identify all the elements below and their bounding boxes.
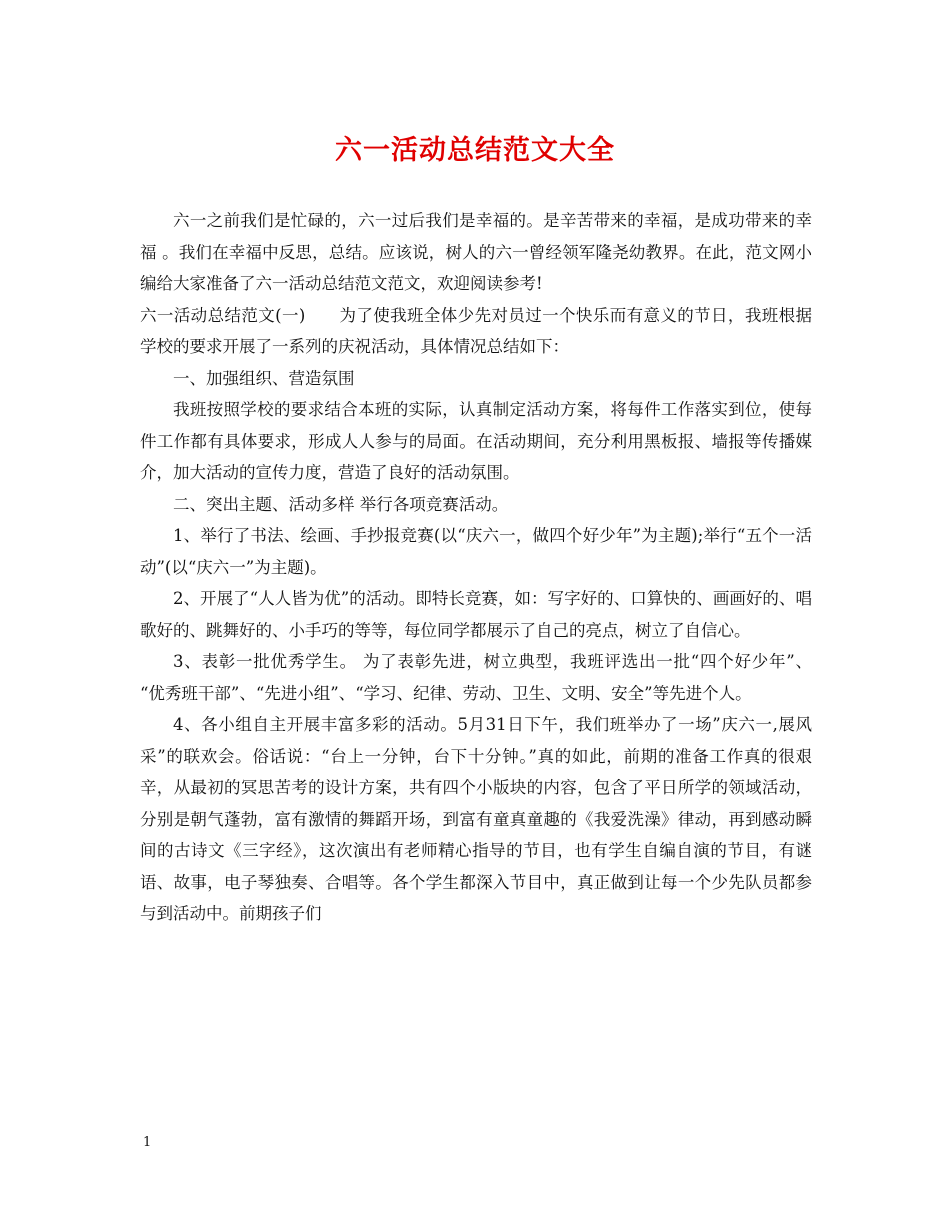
paragraph: 2、开展了“人人皆为优”的活动。即特长竞赛，如：写字好的、口算快的、画画好的、唱歌好的、跳舞好的、小手巧的等等，每位同学都展示了自己的亮点，树立了自信心。	[140, 589, 812, 640]
paragraph: 3、表彰一批优秀学生。 为了表彰先进，树立典型，我班评选出一批“四个好少年”、 “优秀班干部”、“先进小组”、“学习、纪律、劳动、卫生、文明、安全”等先进个人。	[140, 652, 812, 703]
section-heading: 二、突出主题、活动多样 举行各项竞赛活动。	[173, 494, 509, 514]
section-heading: 一、加强组织、营造氛围	[173, 368, 355, 388]
paragraph: 六一之前我们是忙碌的，六一过后我们是幸福的。是辛苦带来的幸福，是成功带来的幸福 。我们在幸福中反思，总结。应该说，树人的六一曾经领军隆尧幼教界。在此，范文网小编给大家准备了六一活动总结范文范文，欢迎阅读参考!	[140, 211, 812, 293]
document-body	[140, 205, 812, 930]
document-title: 六一活动总结范文大全	[335, 135, 615, 166]
page-number: 1	[143, 1135, 152, 1150]
paragraph: 4、各小组自主开展丰富多彩的活动。5月31日下午，我们班举办了一场”庆六一,展风采”的联欢会。俗话说：“台上一分钟，台下十分钟。”真的如此，前期的准备工作真的很艰辛，从最初的冥思苦考的设计方案，共有四个小版块的内容，包含了平日所学的领域活动，分别是朝气蓬勃，富有激情的舞蹈开场，到富有童真童趣的《我爱洗澡》律动，再到感动瞬间的古诗文《三字经》，这次演出有老师精心指导的节目，也有学生自编自演的节目，有谜语、故事，电子琴独奏、合唱等。各个学生都深入节目中，真正做到让每一个少先队员都参与到活动中。前期孩子们	[140, 715, 812, 923]
paragraph: 1、举行了书法、绘画、手抄报竞赛(以“庆六一，做四个好少年”为主题);举行“五个一活动”(以“庆六一”为主题)。	[140, 526, 812, 577]
paragraph: 六一活动总结范文(一) 为了使我班全体少先对员过一个快乐而有意义的节日，我班根据学校的要求开展了一系列的庆祝活动，具体情况总结如下：	[140, 305, 812, 356]
paragraph: 我班按照学校的要求结合本班的实际，认真制定活动方案，将每件工作落实到位，使每件工作都有具体要求，形成人人参与的局面。在活动期间，充分利用黑板报、墙报等传播媒介，加大活动的宣传力度，营造了良好的活动氛围。	[140, 400, 812, 482]
